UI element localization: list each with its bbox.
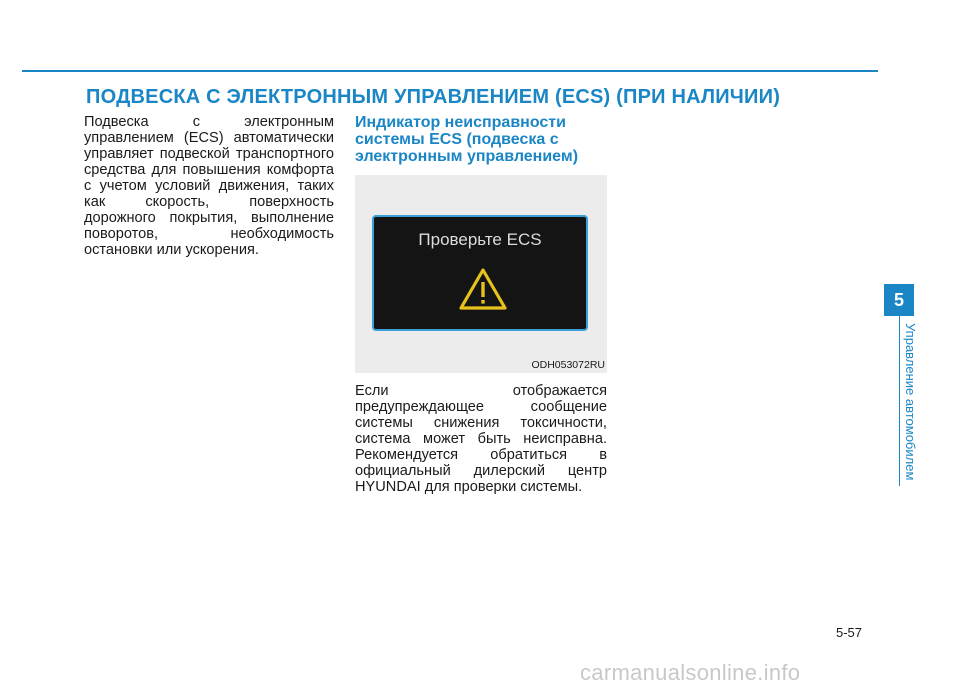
top-rule (22, 70, 878, 72)
warning-triangle-icon (458, 267, 508, 311)
page-number: 5-57 (836, 625, 863, 640)
ecs-warning-figure (355, 175, 607, 373)
indicator-heading: Индикатор неисправности системы ECS (подвеска с электронным управлением) (355, 114, 579, 165)
indicator-section (355, 114, 607, 495)
watermark-link[interactable]: carmanualsonline.info (580, 660, 801, 685)
intro-paragraph: Подвеска с электронным управлением (ECS) автоматически управляет подвеской транспортного средства для повышения комфорта с учетом условий движения, таких как скорость, поверхность дорожного покрытия, выполнение поворотов, необходимость остановки или ускорения. (84, 114, 334, 258)
cluster-display (372, 215, 588, 331)
figure-code: ODH053072RU (531, 359, 605, 371)
section-title: ПОДВЕСКА С ЭЛЕКТРОННЫМ УПРАВЛЕНИЕМ (ECS) (ПРИ НАЛИЧИИ) (86, 86, 781, 108)
indicator-description: Если отображается предупреждающее сообщение системы снижения токсичности, система может быть неисправна. Рекомендуется обратиться в официальный дилерский центр HYUNDAI для проверки системы. (355, 383, 607, 495)
display-message: Проверьте ECS (418, 230, 542, 249)
chapter-label: Управление автомобилем (903, 323, 918, 481)
chapter-number-tab: 5 (884, 284, 914, 316)
